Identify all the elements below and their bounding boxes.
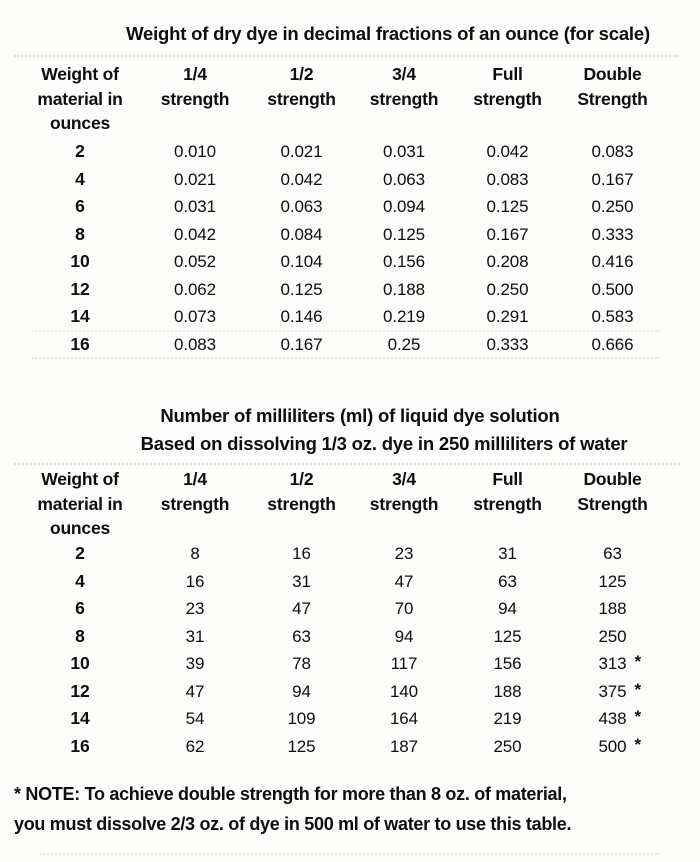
cell-double-strength: 438 * bbox=[560, 705, 665, 733]
cell-quarter-strength: 62 bbox=[185, 736, 205, 756]
cell-threequarter-strength: 0.156 bbox=[382, 252, 426, 271]
column-header-double-strength: Double Strength bbox=[577, 64, 648, 109]
cell-full-strength: 219 bbox=[493, 709, 522, 728]
row-ounces: 6 bbox=[75, 196, 85, 216]
cell-double-strength: 0.666 bbox=[591, 334, 634, 354]
double-strength-asterisk: * bbox=[634, 734, 642, 754]
dry-dye-table-header bbox=[20, 62, 665, 136]
cell-double-strength: 0.416 bbox=[591, 252, 634, 271]
cell-quarter-strength: 23 bbox=[185, 599, 205, 618]
liquid-dye-table-header bbox=[20, 467, 665, 541]
row-ounces: 2 bbox=[75, 141, 85, 161]
cell-half-strength: 78 bbox=[292, 654, 311, 673]
row-ounces: 14 bbox=[70, 306, 90, 326]
cell-double-strength: 250 bbox=[598, 626, 627, 646]
footnote-line-1: * NOTE: To achieve double strength for more than 8 oz. of material, bbox=[14, 784, 567, 804]
cell-threequarter-strength: 187 bbox=[389, 736, 419, 756]
cell-quarter-strength: 16 bbox=[185, 571, 205, 591]
cell-double-strength: 0.083 bbox=[591, 142, 634, 161]
cell-double-strength: 63 bbox=[603, 544, 622, 563]
cell-half-strength: 16 bbox=[292, 544, 311, 563]
row-ounces: 8 bbox=[75, 625, 85, 646]
cell-half-strength: 0.063 bbox=[280, 197, 323, 216]
cell-quarter-strength: 0.042 bbox=[173, 224, 217, 244]
cell-double-strength: 0.500 bbox=[591, 279, 634, 299]
row-ounces: 16 bbox=[70, 735, 90, 756]
cell-half-strength: 31 bbox=[292, 571, 311, 591]
dotted-divider bbox=[14, 55, 678, 57]
cell-threequarter-strength: 94 bbox=[394, 626, 414, 646]
cell-double-strength: 500 * bbox=[560, 733, 665, 761]
cell-quarter-strength: 0.031 bbox=[173, 197, 217, 216]
cell-threequarter-strength: 0.063 bbox=[382, 169, 426, 189]
cell-full-strength: 250 bbox=[493, 736, 522, 756]
cell-threequarter-strength: 70 bbox=[394, 599, 414, 618]
cell-full-strength: 125 bbox=[493, 626, 522, 646]
row-ounces: 4 bbox=[75, 570, 85, 591]
cell-full-strength: 63 bbox=[498, 571, 517, 591]
cell-half-strength: 0.084 bbox=[280, 224, 323, 244]
cell-threequarter-strength: 0.188 bbox=[382, 279, 426, 299]
cell-threequarter-strength: 117 bbox=[390, 654, 418, 673]
cell-double-strength: 0.333 bbox=[591, 224, 634, 244]
column-header-quarter-strength: 1/4 strength bbox=[160, 469, 230, 514]
cell-half-strength: 63 bbox=[292, 626, 311, 646]
row-ounces: 12 bbox=[70, 278, 90, 299]
column-header-material: Weight of material in ounces bbox=[37, 469, 123, 538]
column-header-full-strength: Full strength bbox=[473, 64, 542, 109]
row-ounces: 4 bbox=[75, 168, 85, 189]
dotted-divider bbox=[40, 853, 660, 855]
cell-half-strength: 109 bbox=[287, 709, 316, 728]
cell-quarter-strength: 39 bbox=[185, 654, 205, 673]
cell-threequarter-strength: 47 bbox=[394, 571, 414, 591]
cell-quarter-strength: 54 bbox=[185, 709, 205, 728]
row-ounces: 2 bbox=[75, 543, 85, 563]
cell-double-strength: 0.250 bbox=[591, 197, 634, 216]
cell-threequarter-strength: 23 bbox=[394, 544, 414, 563]
dotted-divider bbox=[32, 330, 660, 332]
cell-double-strength: 313 * bbox=[560, 650, 665, 678]
cell-full-strength: 156 bbox=[493, 654, 522, 673]
column-header-threequarter-strength: 3/4 strength bbox=[369, 64, 439, 109]
footnote-line-2: you must dissolve 2/3 oz. of dye in 500 ml of water to use this table. bbox=[14, 814, 572, 834]
cell-quarter-strength: 0.021 bbox=[173, 169, 217, 189]
cell-half-strength: 125 bbox=[287, 736, 316, 756]
cell-threequarter-strength: 0.219 bbox=[382, 307, 426, 326]
cell-half-strength: 0.146 bbox=[280, 307, 323, 326]
column-header-quarter-strength: 1/4 strength bbox=[160, 64, 230, 109]
footnote bbox=[14, 779, 690, 839]
cell-quarter-strength: 8 bbox=[190, 544, 200, 563]
column-header-material: Weight of material in ounces bbox=[37, 64, 123, 133]
cell-quarter-strength: 0.073 bbox=[173, 307, 217, 326]
column-header-double-strength: Double Strength bbox=[577, 469, 648, 514]
dry-dye-table-body bbox=[20, 138, 665, 358]
column-header-half-strength: 1/2 strength bbox=[267, 64, 336, 109]
row-ounces: 8 bbox=[75, 223, 85, 244]
cell-half-strength: 94 bbox=[292, 681, 311, 701]
dotted-divider bbox=[32, 357, 660, 359]
column-header-threequarter-strength: 3/4 strength bbox=[369, 469, 439, 514]
cell-half-strength: 0.104 bbox=[280, 252, 323, 271]
cell-quarter-strength: 0.083 bbox=[173, 334, 217, 354]
cell-full-strength: 0.250 bbox=[486, 279, 529, 299]
cell-half-strength: 0.021 bbox=[280, 142, 323, 161]
cell-threequarter-strength: 0.094 bbox=[382, 197, 426, 216]
cell-full-strength: 0.125 bbox=[486, 197, 529, 216]
cell-double-strength: 0.583 bbox=[591, 307, 634, 326]
cell-half-strength: 0.042 bbox=[280, 169, 323, 189]
cell-full-strength: 0.083 bbox=[486, 169, 529, 189]
cell-double-strength: 188 bbox=[598, 599, 627, 618]
cell-full-strength: 0.291 bbox=[486, 307, 529, 326]
cell-double-strength: 375 * bbox=[560, 678, 665, 706]
cell-quarter-strength: 47 bbox=[185, 681, 205, 701]
row-ounces: 14 bbox=[70, 708, 90, 728]
column-header-full-strength: Full strength bbox=[473, 469, 542, 514]
cell-half-strength: 0.167 bbox=[280, 334, 323, 354]
cell-full-strength: 94 bbox=[498, 599, 517, 618]
cell-full-strength: 0.167 bbox=[486, 224, 529, 244]
cell-quarter-strength: 0.052 bbox=[173, 252, 217, 271]
cell-full-strength: 0.042 bbox=[486, 142, 529, 161]
double-strength-asterisk: * bbox=[634, 679, 642, 699]
cell-quarter-strength: 0.062 bbox=[173, 279, 217, 299]
liquid-dye-table-title: Number of milliliters (ml) of liquid dye solution bbox=[160, 405, 560, 426]
row-ounces: 6 bbox=[75, 598, 85, 618]
dotted-divider bbox=[14, 463, 680, 465]
dry-dye-table-title: Weight of dry dye in decimal fractions of an ounce (for scale) bbox=[126, 23, 650, 44]
cell-double-strength: 0.167 bbox=[591, 169, 634, 189]
row-ounces: 12 bbox=[70, 680, 90, 701]
cell-threequarter-strength: 0.25 bbox=[387, 334, 421, 354]
cell-half-strength: 47 bbox=[292, 599, 311, 618]
column-header-half-strength: 1/2 strength bbox=[267, 469, 336, 514]
cell-double-strength: 125 bbox=[598, 571, 627, 591]
double-strength-asterisk: * bbox=[634, 652, 642, 671]
row-ounces: 10 bbox=[70, 251, 90, 271]
cell-threequarter-strength: 0.031 bbox=[382, 142, 426, 161]
cell-full-strength: 31 bbox=[498, 544, 517, 563]
liquid-dye-table-subtitle: Based on dissolving 1/3 oz. dye in 250 milliliters of water bbox=[140, 433, 628, 454]
row-ounces: 16 bbox=[70, 333, 90, 354]
double-strength-asterisk: * bbox=[634, 707, 642, 726]
cell-threequarter-strength: 0.125 bbox=[382, 224, 426, 244]
cell-full-strength: 0.208 bbox=[486, 252, 529, 271]
cell-full-strength: 0.333 bbox=[486, 334, 529, 354]
cell-quarter-strength: 31 bbox=[185, 626, 205, 646]
cell-half-strength: 0.125 bbox=[280, 279, 323, 299]
cell-threequarter-strength: 140 bbox=[389, 681, 419, 701]
row-ounces: 10 bbox=[70, 653, 90, 673]
cell-threequarter-strength: 164 bbox=[389, 709, 419, 728]
liquid-dye-table-body bbox=[20, 540, 665, 760]
cell-full-strength: 188 bbox=[493, 681, 522, 701]
cell-quarter-strength: 0.010 bbox=[173, 142, 217, 161]
